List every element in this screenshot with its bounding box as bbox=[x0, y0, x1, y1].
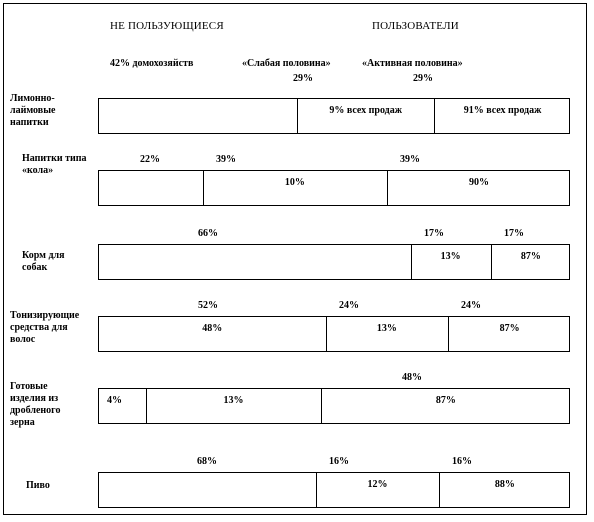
segment-share-label: 39% bbox=[216, 154, 236, 165]
row-label: Лимонно-лаймовые напитки bbox=[10, 93, 56, 128]
non-users-header: НЕ ПОЛЬЗУЮЩИЕСЯ bbox=[110, 20, 224, 32]
segment-share-label: 24% bbox=[339, 300, 359, 311]
bar-segment bbox=[448, 317, 571, 351]
row-label: Корм для собак bbox=[22, 250, 65, 273]
segment-label: 10% bbox=[284, 177, 305, 188]
bar-segment bbox=[439, 473, 571, 507]
bar-segment bbox=[99, 245, 411, 279]
segment-label: 87% bbox=[435, 395, 456, 406]
bar bbox=[98, 244, 570, 280]
bar bbox=[98, 316, 570, 352]
segment-label: 9% всех продаж bbox=[329, 105, 402, 116]
segment-label: 13% bbox=[376, 323, 397, 334]
bar-segment bbox=[316, 473, 439, 507]
segment-share-label: 39% bbox=[400, 154, 420, 165]
segment-label: 91% всех продаж bbox=[463, 105, 542, 116]
active-half-share: 29% bbox=[413, 73, 433, 84]
bar-segment bbox=[203, 171, 387, 205]
bar-segment bbox=[491, 245, 571, 279]
segment-share-label: 16% bbox=[329, 456, 349, 467]
segment-share-label: 17% bbox=[504, 228, 524, 239]
bar-segment bbox=[411, 245, 491, 279]
weak-half-share: 29% bbox=[293, 73, 313, 84]
segment-share-label: 22% bbox=[140, 154, 160, 165]
active-half-label: «Активная половина» bbox=[362, 58, 463, 69]
segment-share-label: 68% bbox=[197, 456, 217, 467]
bar-segment bbox=[146, 389, 321, 423]
weak-half-label: «Слабая половина» bbox=[242, 58, 331, 69]
row-label: Напитки типа «кола» bbox=[22, 153, 87, 176]
segment-label: 87% bbox=[520, 251, 541, 262]
bar bbox=[98, 472, 570, 508]
row-label: Готовые изделия из дробленого зерна bbox=[10, 381, 61, 428]
segment-share-label: 16% bbox=[452, 456, 472, 467]
segment-share-label: 48% bbox=[402, 372, 422, 383]
segment-label: 87% bbox=[499, 323, 520, 334]
segment-label: 4% bbox=[107, 395, 122, 406]
bar-segment bbox=[434, 99, 571, 133]
households-share: 42% домохозяйств bbox=[110, 58, 194, 69]
bar-segment bbox=[99, 473, 316, 507]
segment-label: 88% bbox=[494, 479, 515, 490]
bar bbox=[98, 388, 570, 424]
segment-share-label: 66% bbox=[198, 228, 218, 239]
bar bbox=[98, 170, 570, 206]
bar-segment bbox=[99, 171, 203, 205]
segment-label: 13% bbox=[440, 251, 461, 262]
segment-label: 12% bbox=[367, 479, 388, 490]
bar-segment bbox=[99, 389, 146, 423]
segment-label: 48% bbox=[202, 323, 223, 334]
row-label: Пиво bbox=[26, 480, 50, 491]
bar-segment bbox=[297, 99, 434, 133]
users-header: ПОЛЬЗОВАТЕЛИ bbox=[372, 20, 459, 32]
segment-share-label: 17% bbox=[424, 228, 444, 239]
segment-share-label: 52% bbox=[198, 300, 218, 311]
bar bbox=[98, 98, 570, 134]
segment-label: 90% bbox=[468, 177, 489, 188]
segment-label: 13% bbox=[223, 395, 244, 406]
bar-segment bbox=[321, 389, 571, 423]
bar-segment bbox=[99, 317, 326, 351]
segment-share-label: 24% bbox=[461, 300, 481, 311]
bar-segment bbox=[387, 171, 571, 205]
bar-segment bbox=[326, 317, 449, 351]
row-label: Тонизирующие средства для волос bbox=[10, 310, 80, 345]
bar-segment bbox=[99, 99, 297, 133]
